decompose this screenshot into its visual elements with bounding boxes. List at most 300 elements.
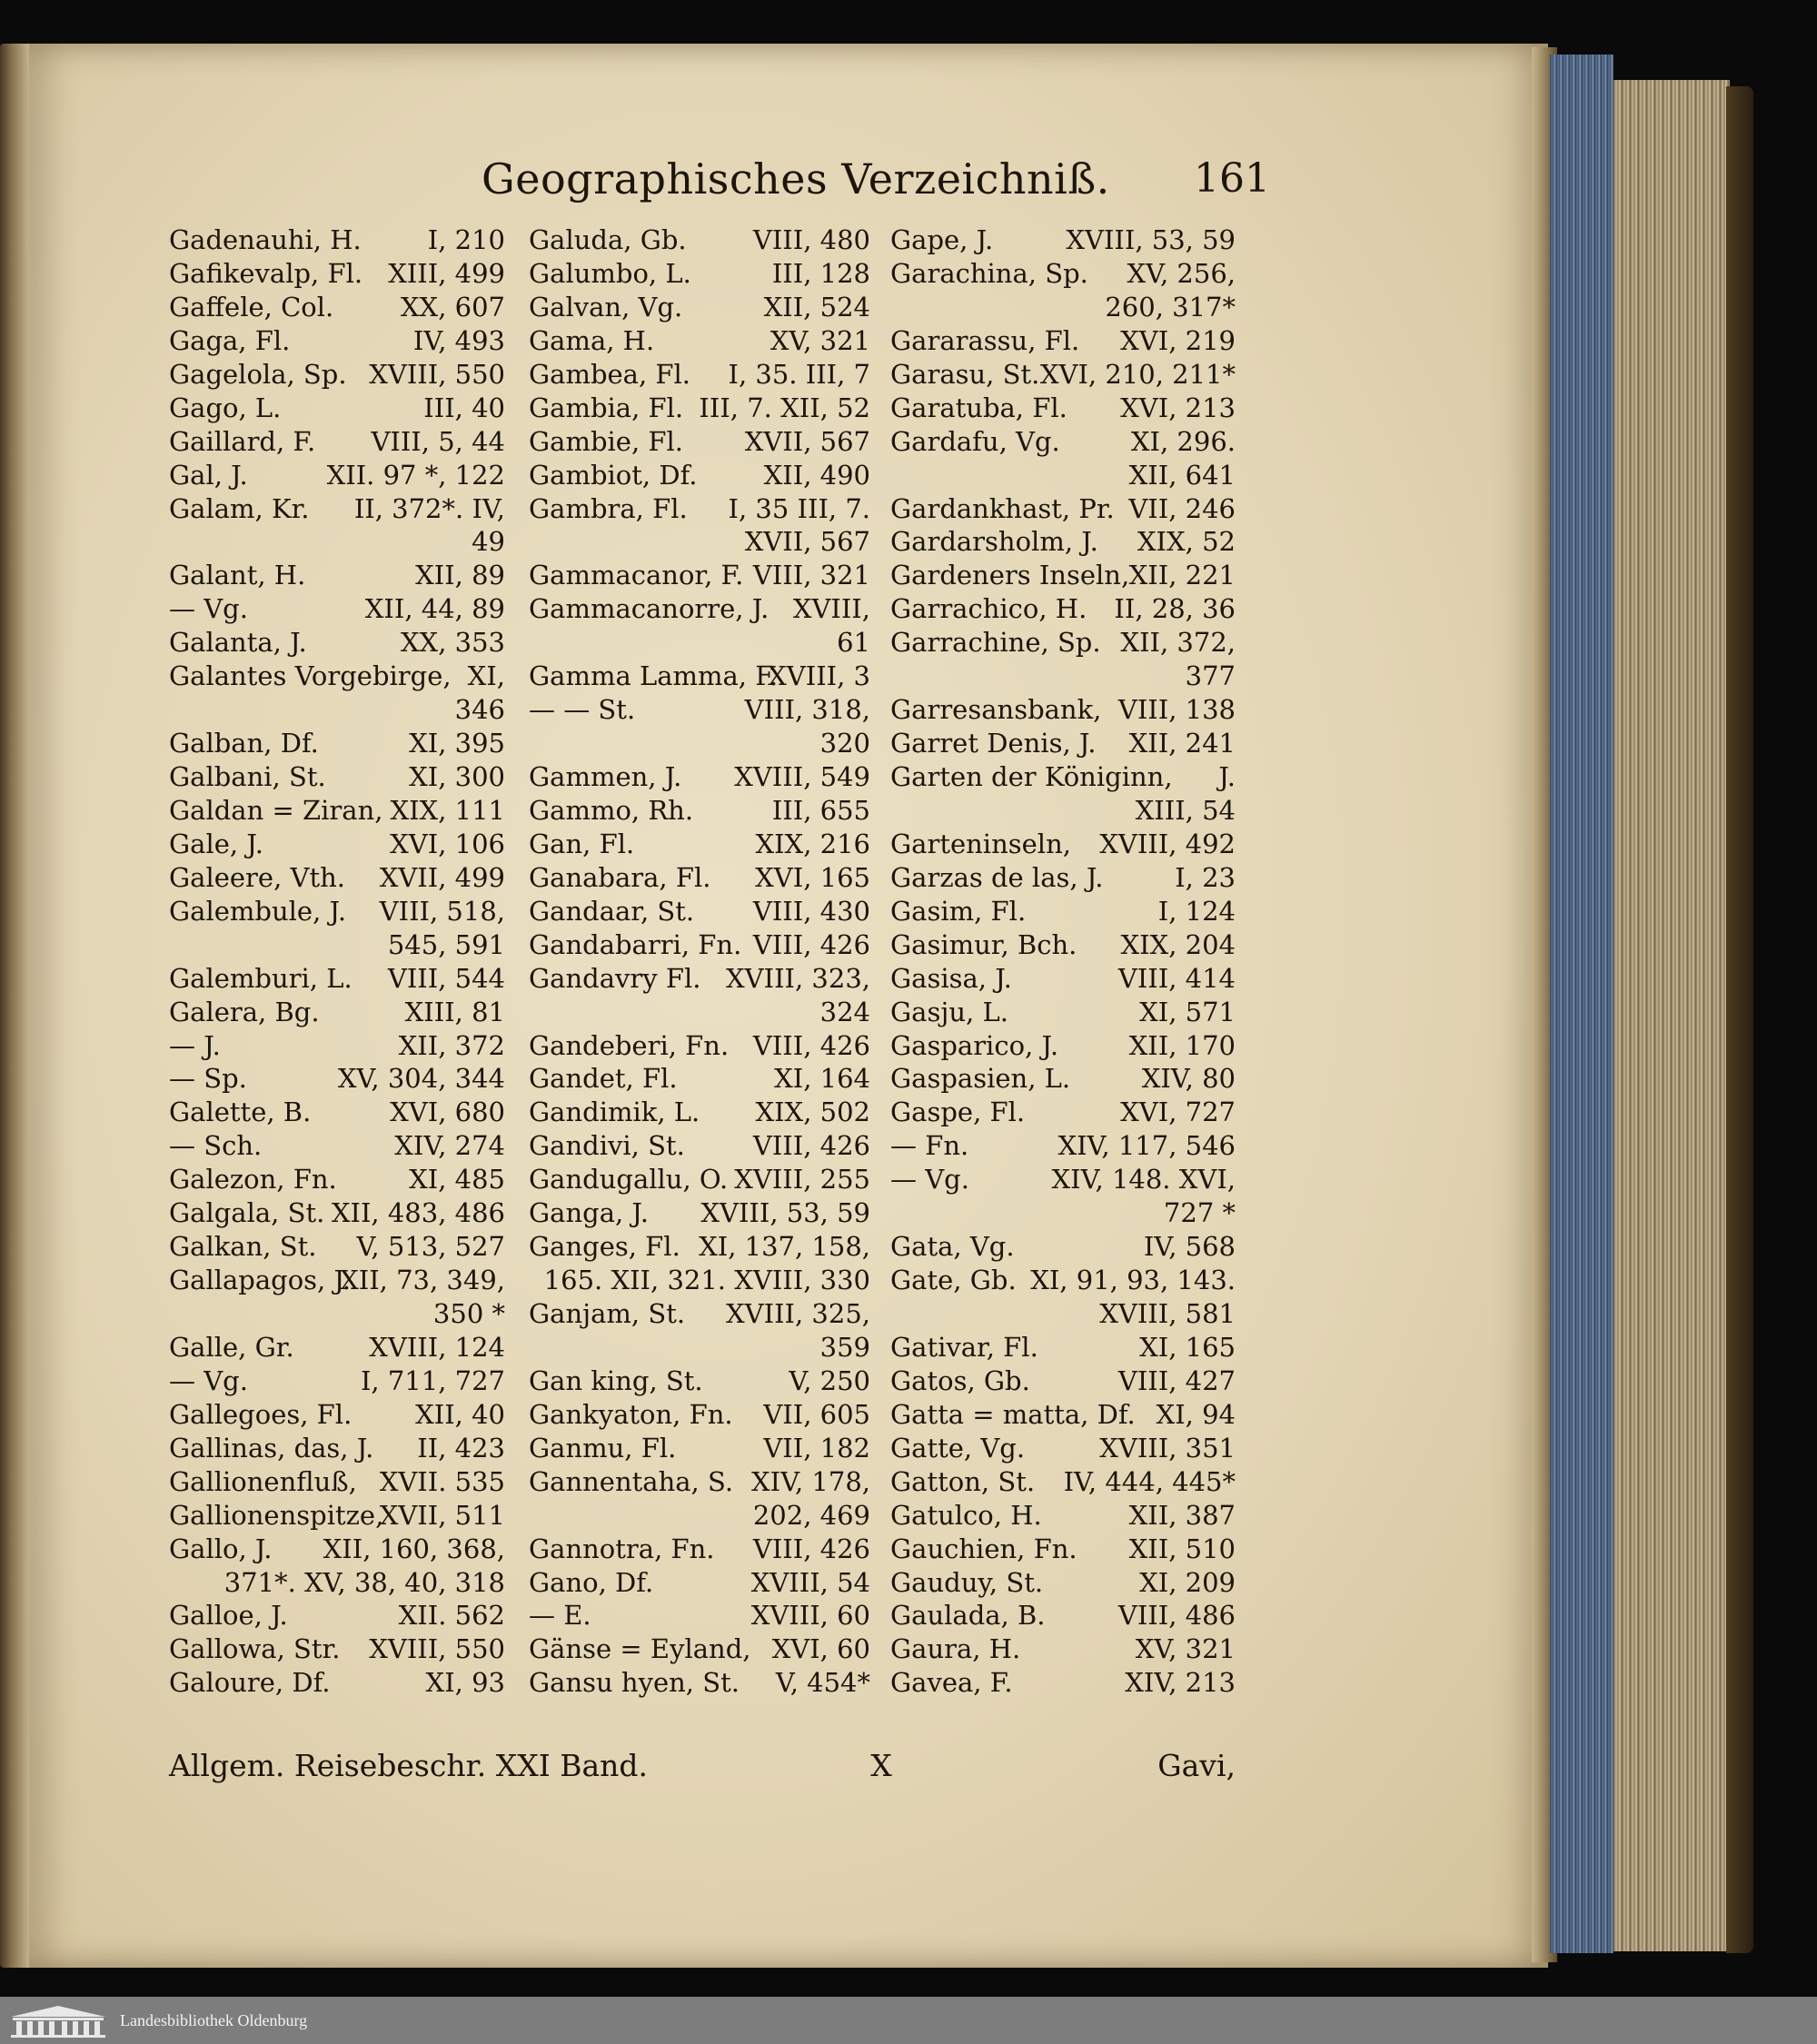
entry-place-name: Garresansbank, — [890, 694, 1102, 726]
entry-volume-reference: XVIII, 255 — [734, 1164, 870, 1196]
index-entry — [890, 1029, 1236, 1063]
entry-place-name: Gandaar, St. — [529, 895, 695, 927]
entry-place-name: Gannentaha, S. — [529, 1465, 734, 1497]
entry-place-name: Gauduy, St. — [890, 1566, 1044, 1598]
entry-place-name: — Sp. — [169, 1063, 247, 1095]
index-entry-continuation — [169, 525, 505, 559]
entry-place-name: Gambra, Fl. — [529, 492, 688, 524]
entry-volume-reference: XVIII, — [792, 593, 870, 625]
index-entry — [529, 592, 870, 626]
entry-volume-reference: XI, 91, 93, 143. — [1030, 1265, 1236, 1296]
entry-place-name: Gatton, St. — [890, 1465, 1036, 1497]
entry-place-name: Gaffele, Col. — [169, 291, 334, 322]
entry-place-name: Gaulada, B. — [890, 1600, 1046, 1632]
entry-volume-reference: VIII, 321 — [752, 560, 870, 591]
index-entry — [890, 895, 1236, 928]
entry-place-name: Gardeners Inseln, — [890, 560, 1130, 591]
entry-place-name: — Vg. — [169, 593, 248, 625]
entry-place-name: Gape, J. — [890, 224, 994, 255]
index-entry — [169, 1163, 505, 1196]
entry-place-name: Garasu, St. — [890, 358, 1040, 390]
entry-place-name: Gankyaton, Fn. — [529, 1398, 733, 1430]
entry-place-name: Gaga, Fl. — [169, 324, 291, 356]
entry-volume-reference: XX, 353 — [400, 627, 505, 659]
entry-volume-reference: XI, 209 — [1139, 1566, 1236, 1598]
index-entry — [529, 760, 870, 794]
footer-signature: Allgem. Reisebeschr. XXI Band. — [169, 1748, 649, 1783]
entry-volume-reference: VIII, 427 — [1117, 1364, 1236, 1396]
entry-place-name: Gammo, Rh. — [529, 794, 694, 826]
index-entry — [529, 1129, 870, 1163]
entry-place-name: Gallionenfluß, — [169, 1465, 357, 1497]
index-column-1 — [169, 223, 505, 1700]
entry-volume-reference: 377 — [1185, 660, 1236, 692]
index-entry — [169, 1230, 505, 1264]
index-entry — [890, 828, 1236, 861]
entry-place-name: Gandimik, L. — [529, 1096, 700, 1128]
index-entry — [169, 1533, 505, 1566]
index-entry — [169, 760, 505, 794]
index-entry — [169, 291, 505, 324]
entry-place-name: Galembule, J. — [169, 895, 347, 927]
index-entry — [169, 1465, 505, 1499]
entry-place-name: Gallowa, Str. — [169, 1633, 341, 1665]
page-number: 161 — [1194, 155, 1270, 202]
index-entry — [529, 1196, 870, 1230]
entry-place-name: Gallegoes, Fl. — [169, 1398, 352, 1430]
entry-place-name: Galloe, J. — [169, 1600, 288, 1632]
index-entry — [890, 1230, 1236, 1264]
entry-volume-reference: XIII, 54 — [1135, 794, 1236, 826]
entry-volume-reference: XII, 372, — [1120, 627, 1236, 659]
entry-place-name: Gandivi, St. — [529, 1130, 685, 1162]
index-entry — [529, 1062, 870, 1096]
fore-edge — [1613, 80, 1730, 1951]
index-entry — [890, 760, 1236, 794]
entry-place-name: Galle, Gr. — [169, 1331, 294, 1363]
index-entry-continuation — [529, 1499, 870, 1533]
index-entry — [169, 1432, 505, 1465]
entry-volume-reference: XVI, 106 — [390, 828, 505, 859]
entry-volume-reference: V, 454* — [775, 1667, 870, 1699]
index-entry — [890, 1632, 1236, 1666]
entry-volume-reference: XVI, 213 — [1120, 392, 1236, 423]
entry-place-name: Galemburi, L. — [169, 962, 352, 994]
entry-place-name: Galuda, Gb. — [529, 224, 687, 255]
entry-volume-reference: XVIII, 53, 59 — [1066, 224, 1236, 255]
entry-volume-reference: XVI, 210, 211* — [1039, 358, 1236, 390]
index-entry — [169, 1129, 505, 1163]
index-entry — [890, 324, 1236, 358]
index-entry — [529, 828, 870, 861]
entry-volume-reference: XVII, 499 — [379, 861, 505, 893]
entry-volume-reference: XI, 93 — [425, 1667, 505, 1699]
entry-place-name: Gallinas, das, J. — [169, 1432, 374, 1464]
entry-volume-reference: XIV, 148. XVI, — [1051, 1164, 1236, 1196]
entry-place-name: Gan king, St. — [529, 1364, 703, 1396]
index-entry — [890, 392, 1236, 425]
page-title: Geographisches Verzeichniß. — [482, 154, 1110, 203]
entry-place-name: Gatta = matta, Df. — [890, 1398, 1136, 1430]
index-column-3 — [890, 223, 1236, 1700]
entry-volume-reference: VIII, 518, — [379, 895, 505, 927]
entry-place-name: Gallionenspitze, — [169, 1499, 384, 1531]
index-entry — [890, 1163, 1236, 1196]
index-entry — [529, 1398, 870, 1432]
index-entry — [529, 895, 870, 928]
entry-volume-reference: XII, 490 — [763, 459, 870, 491]
entry-place-name: Gandet, Fl. — [529, 1063, 678, 1095]
entry-place-name: Gallo, J. — [169, 1533, 273, 1564]
entry-place-name: Gadenauhi, H. — [169, 224, 362, 255]
index-entry — [890, 1599, 1236, 1632]
entry-place-name: Galant, H. — [169, 560, 306, 591]
index-entry — [169, 1096, 505, 1129]
entry-volume-reference: XIII, 499 — [388, 257, 505, 289]
entry-volume-reference: XII, 160, 368, — [323, 1533, 505, 1564]
entry-place-name: Galanta, J. — [169, 627, 307, 659]
library-bar — [0, 1997, 1817, 2044]
page-block-edge — [1550, 55, 1613, 1953]
entry-place-name: Gandugallu, O. — [529, 1164, 729, 1196]
entry-volume-reference: XI, — [467, 660, 505, 692]
entry-place-name: Gasimur, Bch. — [890, 928, 1077, 960]
entry-volume-reference: VIII, 430 — [752, 895, 870, 927]
entry-place-name: Galoure, Df. — [169, 1667, 331, 1699]
entry-volume-reference: 165. XII, 321. XVIII, 330 — [543, 1265, 870, 1296]
index-entry — [890, 1062, 1236, 1096]
entry-volume-reference: 545, 591 — [387, 928, 505, 960]
entry-volume-reference: III, 40 — [423, 392, 505, 423]
entry-place-name: Galban, Df. — [169, 728, 319, 759]
entry-volume-reference: 324 — [819, 996, 870, 1027]
entry-volume-reference: XI, 571 — [1139, 996, 1236, 1027]
entry-volume-reference: IV, 568 — [1143, 1231, 1236, 1263]
entry-place-name: Ganjam, St. — [529, 1298, 686, 1329]
index-entry — [529, 358, 870, 392]
entry-volume-reference: XIII, 81 — [404, 996, 505, 1027]
entry-place-name: — Vg. — [169, 1364, 248, 1396]
entry-volume-reference: I, 23 — [1175, 861, 1236, 893]
entry-place-name: Gambia, Fl. — [529, 392, 684, 423]
index-entry — [529, 1666, 870, 1700]
entry-volume-reference: VIII, 486 — [1117, 1600, 1236, 1632]
index-entry — [890, 223, 1236, 257]
entry-volume-reference: XV, 256, — [1127, 257, 1236, 289]
entry-volume-reference: XIX, 204 — [1120, 928, 1236, 960]
index-entry — [890, 559, 1236, 592]
entry-volume-reference: XVII. 535 — [379, 1465, 505, 1497]
entry-volume-reference: J. — [1218, 761, 1236, 792]
entry-volume-reference: XII, 387 — [1128, 1499, 1236, 1531]
entry-volume-reference: XIV, 117, 546 — [1057, 1130, 1236, 1162]
entry-place-name: Gararassu, Fl. — [890, 324, 1080, 356]
index-entry — [890, 525, 1236, 559]
entry-volume-reference: XVII, 567 — [744, 526, 870, 558]
index-entry — [169, 324, 505, 358]
index-entry — [169, 895, 505, 928]
entry-volume-reference: XVIII, 3 — [768, 660, 870, 692]
entry-place-name: Gammacanorre, J. — [529, 593, 769, 625]
index-entry — [890, 626, 1236, 660]
entry-place-name: Garret Denis, J. — [890, 728, 1097, 759]
entry-volume-reference: XVIII, 550 — [369, 1633, 505, 1665]
entry-volume-reference: 346 — [454, 694, 505, 726]
entry-place-name: — J. — [169, 1029, 221, 1061]
index-entry — [890, 1398, 1236, 1432]
index-entry — [169, 1062, 505, 1096]
index-entry — [529, 962, 870, 996]
index-entry — [529, 257, 870, 291]
index-entry — [890, 1096, 1236, 1129]
entry-place-name: Galeere, Vth. — [169, 861, 346, 893]
entry-volume-reference: VIII, 426 — [752, 1130, 870, 1162]
entry-place-name: Galkan, St. — [169, 1231, 317, 1263]
index-entry — [169, 1364, 505, 1398]
entry-volume-reference: IV, 493 — [412, 324, 505, 356]
book-cover-edge — [1726, 86, 1753, 1953]
entry-place-name: Ganmu, Fl. — [529, 1432, 677, 1464]
entry-volume-reference: 202, 469 — [752, 1499, 870, 1531]
entry-volume-reference: XII, 372 — [398, 1029, 505, 1061]
entry-place-name: Gama, H. — [529, 324, 655, 356]
entry-volume-reference: 727 * — [1163, 1197, 1236, 1229]
index-entry — [529, 1632, 870, 1666]
entry-volume-reference: XII, 510 — [1128, 1533, 1236, 1564]
index-entry — [890, 1465, 1236, 1499]
entry-place-name: Galbani, St. — [169, 761, 326, 792]
entry-volume-reference: XI, 165 — [1139, 1331, 1236, 1363]
index-entry — [169, 1398, 505, 1432]
sheet-mark: X — [870, 1748, 892, 1783]
index-entry — [169, 1196, 505, 1230]
entry-place-name: Gamma Lamma, F. — [529, 660, 779, 692]
entry-volume-reference: XI, 300 — [409, 761, 505, 792]
index-entry-continuation — [890, 1196, 1236, 1230]
entry-volume-reference: XVIII, 53, 59 — [700, 1197, 870, 1229]
entry-volume-reference: 371*. XV, 38, 40, 318 — [223, 1566, 505, 1598]
entry-volume-reference: I, 35. III, 7 — [728, 358, 870, 390]
index-entry — [890, 928, 1236, 962]
entry-place-name: Gambiot, Df. — [529, 459, 698, 491]
entry-volume-reference: XII, 73, 349, — [340, 1265, 505, 1296]
entry-place-name: — Sch. — [169, 1130, 263, 1162]
index-entry — [529, 291, 870, 324]
entry-volume-reference: II, 28, 36 — [1114, 593, 1236, 625]
entry-place-name: Gasju, L. — [890, 996, 1008, 1027]
entry-place-name: Gandeberi, Fn. — [529, 1029, 730, 1061]
entry-place-name: Gagelola, Sp. — [169, 358, 347, 390]
entry-volume-reference: XII, 221 — [1128, 560, 1236, 591]
entry-volume-reference: VII, 605 — [763, 1398, 870, 1430]
entry-place-name: Gänse = Eyland, — [529, 1633, 751, 1665]
index-entry — [169, 962, 505, 996]
index-entry-continuation — [169, 693, 505, 727]
index-entry-continuation — [529, 727, 870, 760]
index-entry — [529, 223, 870, 257]
index-entry — [529, 559, 870, 592]
entry-volume-reference: VIII, 5, 44 — [371, 425, 505, 457]
entry-place-name: Gallapagos, J. — [169, 1265, 352, 1296]
entry-place-name: Gano, Df. — [529, 1566, 654, 1598]
entry-volume-reference: V, 250 — [789, 1364, 870, 1396]
entry-volume-reference: XI, 485 — [409, 1164, 505, 1196]
index-entry — [169, 1499, 505, 1533]
entry-volume-reference: XIX, 502 — [755, 1096, 870, 1128]
entry-volume-reference: XVIII, 124 — [369, 1331, 505, 1363]
entry-place-name: Garteninseln, — [890, 828, 1071, 859]
index-entry — [529, 928, 870, 962]
entry-volume-reference: XIX, 216 — [755, 828, 870, 859]
entry-volume-reference: XVI, 727 — [1120, 1096, 1236, 1128]
entry-place-name: Gasisa, J. — [890, 962, 1012, 994]
index-entry — [529, 459, 870, 492]
index-entry — [890, 1364, 1236, 1398]
entry-place-name: Gammacanor, F. — [529, 560, 744, 591]
index-entry — [890, 962, 1236, 996]
library-name: Landesbibliothek Oldenburg — [120, 2011, 308, 2029]
entry-volume-reference: XV, 321 — [769, 324, 870, 356]
entry-place-name: Gatte, Vg. — [890, 1432, 1026, 1464]
index-entry — [169, 559, 505, 592]
index-entry — [169, 794, 505, 828]
entry-volume-reference: XVI, 219 — [1120, 324, 1236, 356]
index-entry — [529, 1297, 870, 1331]
index-entry — [169, 459, 505, 492]
entry-place-name: Galantes Vorgebirge, — [169, 660, 452, 692]
entry-volume-reference: XVI, 60 — [771, 1633, 870, 1665]
entry-place-name: Gaillard, F. — [169, 425, 316, 457]
entry-volume-reference: XII, 40 — [415, 1398, 505, 1430]
entry-volume-reference: II, 372*. IV, — [353, 492, 505, 524]
entry-place-name: Galam, Kr. — [169, 492, 310, 524]
entry-volume-reference: 49 — [472, 526, 505, 558]
index-entry — [890, 592, 1236, 626]
index-entry — [890, 1264, 1236, 1297]
entry-volume-reference: XI, 164 — [774, 1063, 870, 1095]
index-entry — [890, 1129, 1236, 1163]
index-entry — [169, 1666, 505, 1700]
index-entry — [529, 1029, 870, 1063]
entry-place-name: Gauchien, Fn. — [890, 1533, 1077, 1564]
entry-volume-reference: V, 513, 527 — [356, 1231, 505, 1263]
entry-volume-reference: VII, 182 — [763, 1432, 870, 1464]
entry-place-name: Gannotra, Fn. — [529, 1533, 715, 1564]
entry-place-name: Gativar, Fl. — [890, 1331, 1038, 1363]
entry-volume-reference: XV, 321 — [1135, 1633, 1236, 1665]
index-entry-continuation — [890, 291, 1236, 324]
entry-place-name: Galera, Bg. — [169, 996, 320, 1027]
index-entry — [169, 1029, 505, 1063]
entry-place-name: Gatulco, H. — [890, 1499, 1042, 1531]
index-entry-continuation — [529, 1331, 870, 1364]
entry-volume-reference: XIV, 80 — [1141, 1063, 1236, 1095]
index-entry-continuation — [529, 626, 870, 660]
index-entry — [529, 1432, 870, 1465]
index-entry — [890, 1666, 1236, 1700]
index-entry — [890, 727, 1236, 760]
entry-place-name: Ganabara, Fl. — [529, 861, 711, 893]
entry-volume-reference: XIV, 213 — [1125, 1667, 1236, 1699]
entry-place-name: Gandavry Fl. — [529, 962, 701, 994]
index-entry — [529, 693, 870, 727]
index-entry — [890, 492, 1236, 526]
library-building-icon — [9, 2004, 107, 2039]
entry-volume-reference: XII, 241 — [1128, 728, 1236, 759]
catchword: Gavi, — [1157, 1748, 1236, 1783]
index-entry — [890, 358, 1236, 392]
entry-volume-reference: XI, 94 — [1156, 1398, 1236, 1430]
index-entry — [529, 1230, 870, 1264]
index-entry — [890, 1533, 1236, 1566]
entry-volume-reference: XX, 607 — [400, 291, 505, 322]
entry-volume-reference: VIII, 426 — [752, 928, 870, 960]
entry-volume-reference: VIII, 138 — [1117, 694, 1236, 726]
entry-volume-reference: II, 423 — [417, 1432, 505, 1464]
entry-place-name: Gafikevalp, Fl. — [169, 257, 363, 289]
entry-volume-reference: VIII, 426 — [752, 1029, 870, 1061]
entry-place-name: — Vg. — [890, 1164, 969, 1196]
entry-place-name: Gaura, H. — [890, 1633, 1021, 1665]
entry-volume-reference: XVIII, 581 — [1099, 1298, 1236, 1329]
entry-place-name: — Fn. — [890, 1130, 969, 1162]
entry-place-name: Garachina, Sp. — [890, 257, 1088, 289]
index-entry — [890, 1566, 1236, 1600]
entry-place-name: Galgala, St. — [169, 1197, 325, 1229]
entry-volume-reference: XVIII, 549 — [734, 761, 870, 792]
index-entry — [529, 1465, 870, 1499]
entry-place-name: Galvan, Vg. — [529, 291, 683, 322]
entry-volume-reference: VIII, 544 — [387, 962, 505, 994]
entry-place-name: Gale, J. — [169, 828, 263, 859]
entry-volume-reference: XVIII, 550 — [369, 358, 505, 390]
entry-volume-reference: XVII, 511 — [379, 1499, 505, 1531]
entry-volume-reference: VIII, 480 — [752, 224, 870, 255]
entry-volume-reference: VIII, 414 — [1117, 962, 1236, 994]
index-entry — [169, 257, 505, 291]
entry-place-name: Gammen, J. — [529, 761, 682, 792]
index-entry — [169, 392, 505, 425]
entry-volume-reference: XII. 97 *, 122 — [326, 459, 505, 491]
entry-place-name: Gal, J. — [169, 459, 248, 491]
index-entry — [529, 861, 870, 895]
entry-volume-reference: 320 — [819, 728, 870, 759]
entry-volume-reference: XIX, 111 — [390, 794, 505, 826]
entry-volume-reference: VIII, 318, — [744, 694, 870, 726]
index-entry — [890, 1432, 1236, 1465]
entry-place-name: Gago, L. — [169, 392, 282, 423]
entry-place-name: Ganga, J. — [529, 1197, 650, 1229]
entry-place-name: Gambie, Fl. — [529, 425, 684, 457]
entry-volume-reference: I, 210 — [427, 224, 505, 255]
index-entry-continuation — [529, 996, 870, 1029]
entry-volume-reference: XII. 562 — [398, 1600, 505, 1632]
index-entry — [890, 1331, 1236, 1364]
index-entry — [890, 257, 1236, 291]
index-entry-continuation — [890, 660, 1236, 693]
entry-volume-reference: XII, 641 — [1128, 459, 1236, 491]
index-entry — [169, 492, 505, 526]
index-entry — [529, 1163, 870, 1196]
index-entry-continuation — [529, 525, 870, 559]
index-entry — [529, 660, 870, 693]
index-entry — [529, 324, 870, 358]
entry-volume-reference: XVIII, 54 — [750, 1566, 870, 1598]
index-entry-continuation — [169, 928, 505, 962]
entry-place-name: — — St. — [529, 694, 636, 726]
entry-volume-reference: XVIII, 325, — [726, 1298, 870, 1329]
index-entry-continuation — [169, 1566, 505, 1600]
